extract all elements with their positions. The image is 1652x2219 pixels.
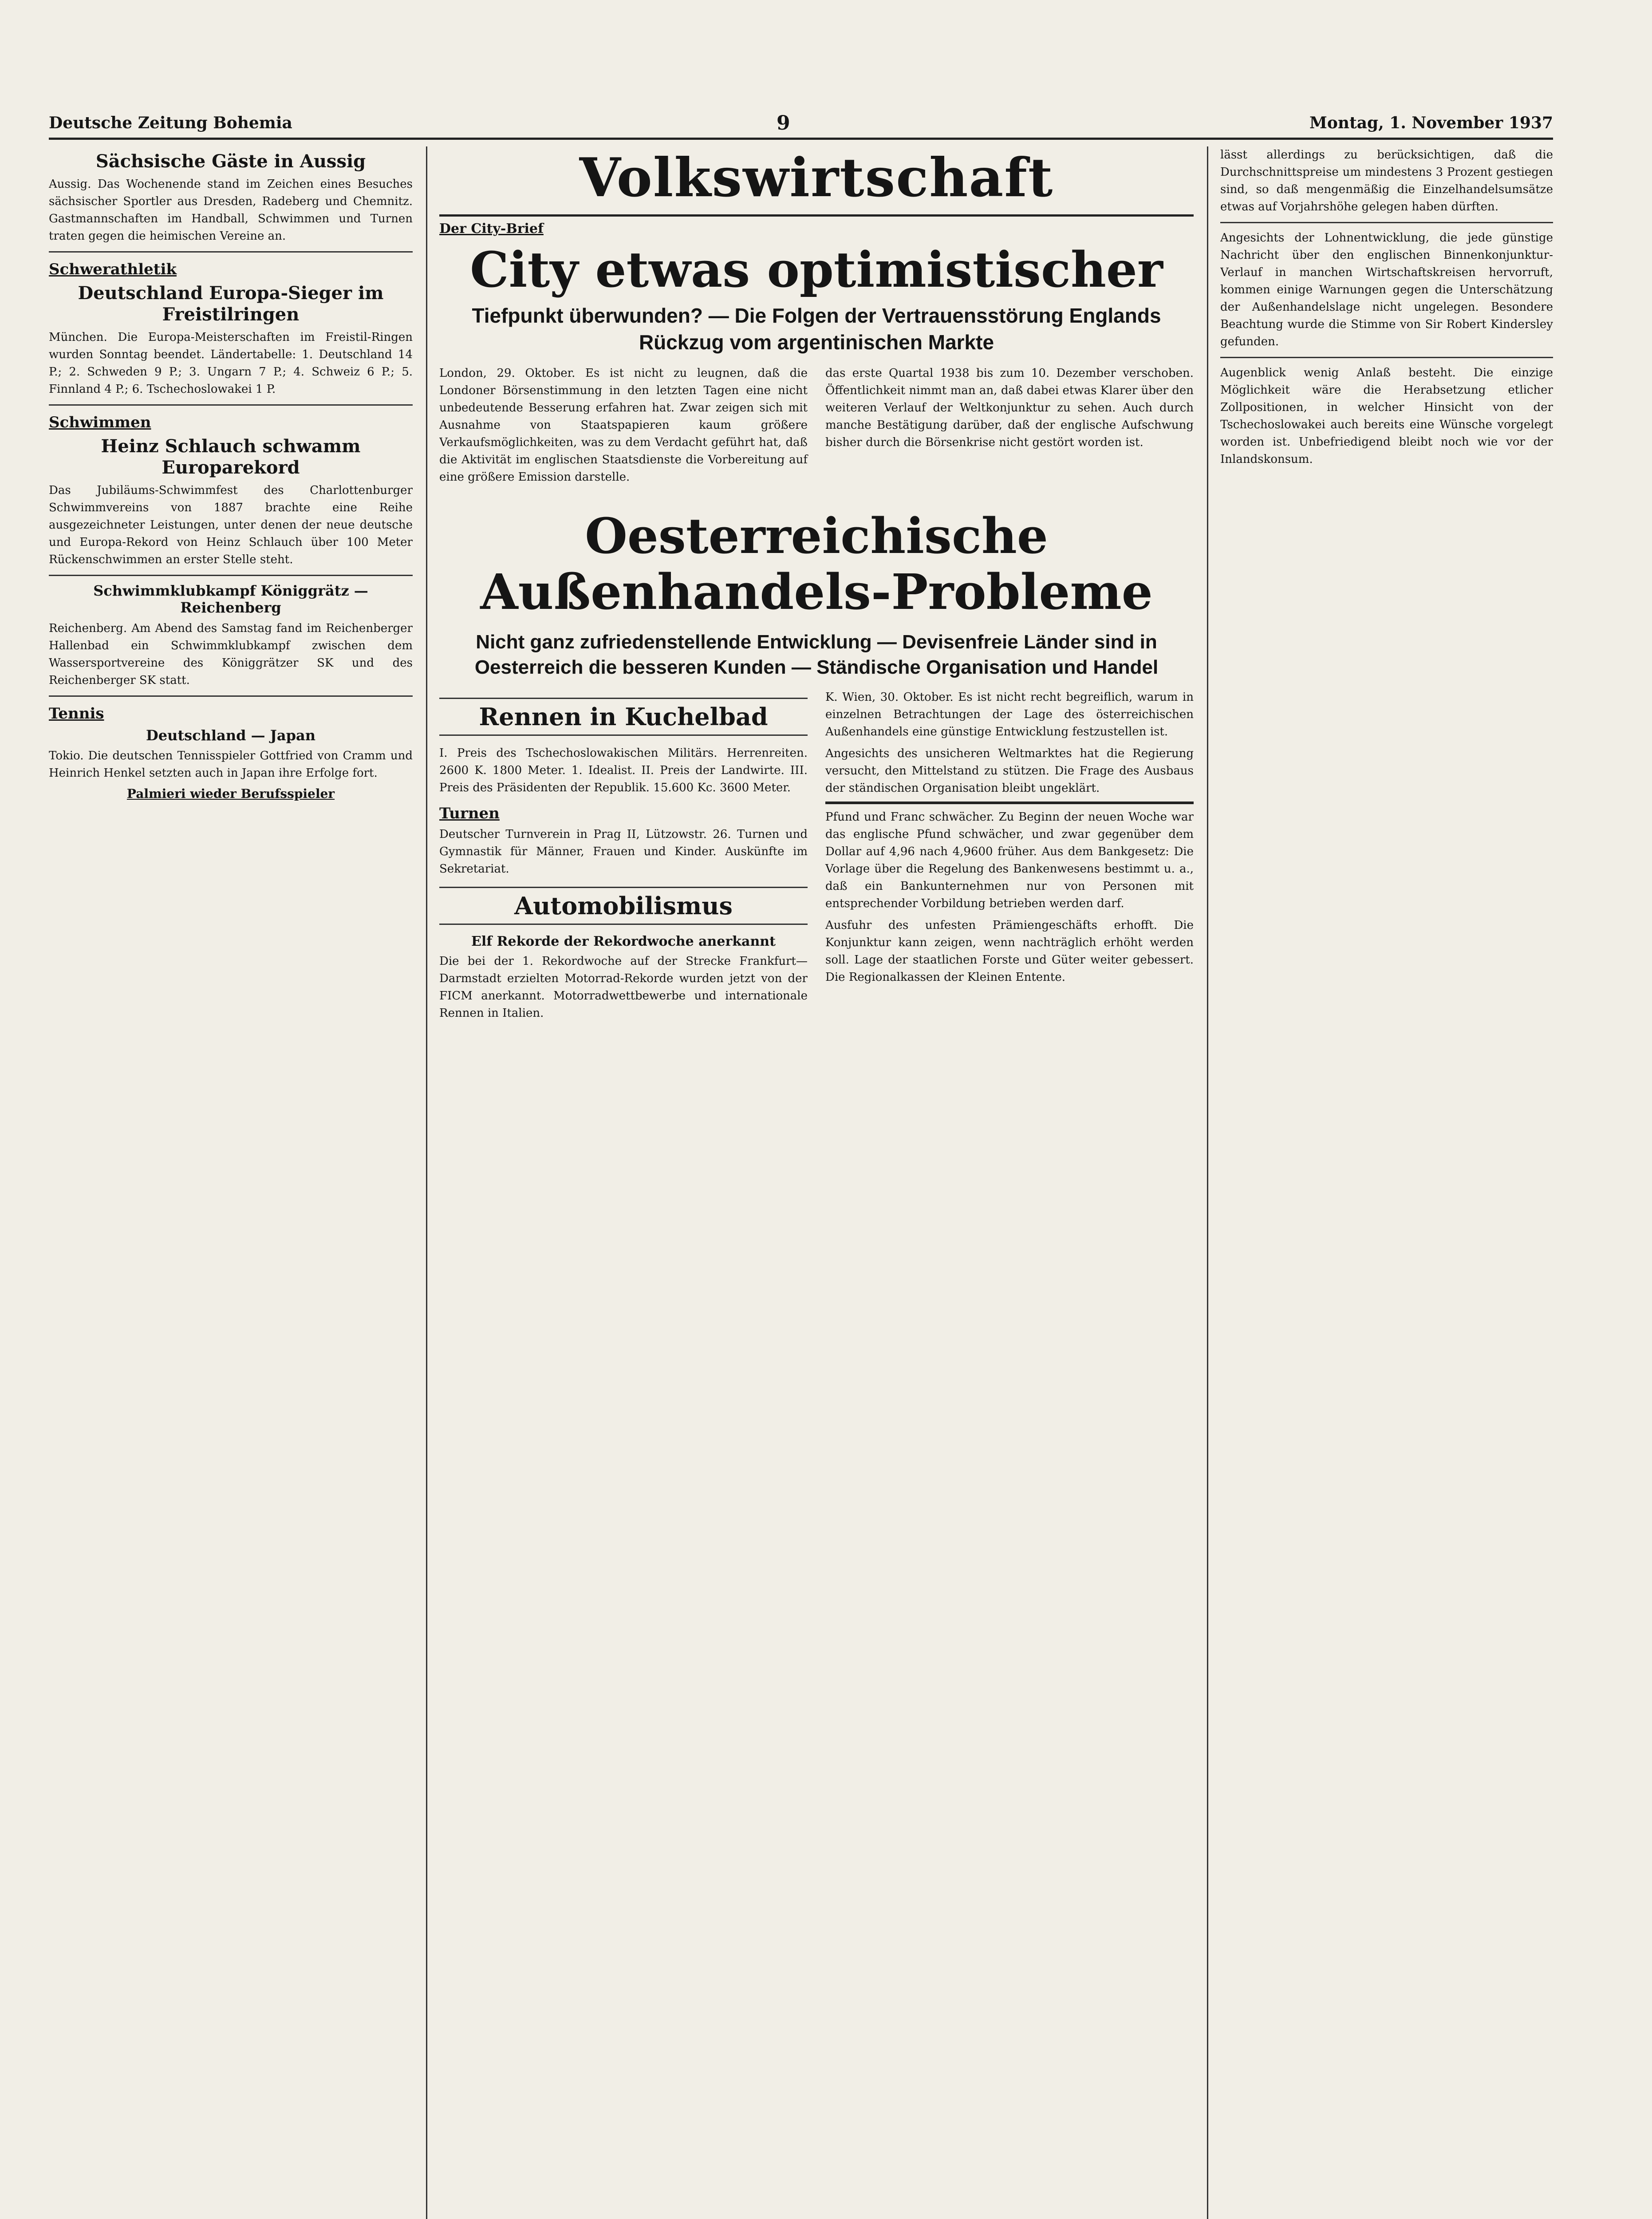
article-columns (439, 689, 1194, 1027)
article-headline: Oesterreichische Außenhandels-Probleme (480, 507, 1153, 621)
article-title: Deutschland — Japan (146, 727, 315, 744)
article-headline: City etwas optimistischer (470, 241, 1163, 298)
article-text: Deutscher Turnverein in Prag II, Lützowstr. 26. Turnen und Gymnastik für Männer, Frauen und Kinder. Auskünfte im Sekretariat. (439, 827, 808, 876)
article-text: Angesichts der Lohnentwicklung, die jede günstige Nachricht über den englischen Binnenkonjunktur-Verlauf in manchen Wirtschaftskreisen hervorruft, kommen einige Warnungen gegen die Unterschätzung der Außenhandelslage nicht ungelegen. Besondere Beachtung wurde die Stimme von Sir Robert Kindersley gefunden. (1220, 231, 1553, 348)
article-text: Das Jubiläums-Schwimmfest des Charlottenburger Schwimmvereins von 1887 brachte eine Reihe ausgezeichneter Leistungen, unter denen der neue deutsche und Europa-Rekord von Heinz Schlauch über 100 Meter Rückenschwimmen an erster Stelle steht. (49, 484, 413, 566)
section-heading: Tennis (49, 704, 104, 723)
economy-column (439, 146, 1194, 1027)
article-text: das erste Quartal 1938 bis zum 10. Dezember verschoben. Öffentlichkeit nimmt man an, daß dabei etwas Klarer über den weiteren Verlauf der Weltkonjunktur zu sehen. Auch durch manche Bestätigung darüber, daß der englische Aufschwung bisher durch die Börsenkrise nicht gestört worden ist. (825, 366, 1194, 449)
article-text: London, 29. Oktober. Es ist nicht zu leugnen, daß die Londoner Börsenstimmung in den letzten Tagen eine nicht unbedeutende Besserung erfahren hat. Zwar zeigen sich mit Ausnahme von Staatspapieren kaum größere Verkaufsmöglichkeiten, was zu dem Verdacht geführt hat, daß die Aktivität im englischen Staatsdienste die Vorbereitung auf eine größere Emission darstelle. (439, 366, 808, 484)
section-heading: Schwerathletik (49, 261, 177, 278)
article-text: Pfund und Franc schwächer. Zu Beginn der neuen Woche war das englische Pfund schwächer, und zwar gegenüber dem Dollar auf 4,96 nach 4,9600 früher. Aus dem Bankgesetz: Die Vorlage über die Regelung des Bankenwesens bestimmt u. a., daß ein Bankunternehmen nur von Personen mit entsprechender Vorbildung betrieben werden darf. (825, 810, 1194, 910)
article-text: Aussig. Das Wochenende stand im Zeichen eines Besuches sächsischer Sportler aus Dresden, Radeberg und Chemnitz. Gastmannschaften im Handball, Schwimmen und Turnen traten gegen die heimischen Vereine an. (49, 178, 413, 243)
article-subheadline: Nicht ganz zufriedenstellende Entwicklung — Devisenfreie Länder sind in Oesterreich die besseren Kunden — Ständische Organisation und Handel (474, 631, 1159, 678)
column-rule (426, 146, 427, 2219)
divider (49, 251, 413, 253)
article-text: Die bei der 1. Rekordwoche auf der Strecke Frankfurt—Darmstadt erzielten Motorrad-Rekorde wurden jetzt von der FICM anerkannt. Motorradwettbewerbe und internationale Rennen in Italien. (439, 954, 808, 1020)
article-title: Schwimmklubkampf Königgrätz — Reichenberg (93, 582, 368, 616)
column-rule (1207, 146, 1208, 2219)
section-banner: Volkswirtschaft (439, 146, 1194, 217)
section-heading: Automobilismus (439, 887, 808, 925)
divider (49, 404, 413, 406)
article-subtitle: Elf Rekorde der Rekordwoche anerkannt (471, 933, 776, 949)
article-text: lässt allerdings zu berücksichtigen, daß die Durchschnittspreise um mindestens 3 Prozent gestiegen sind, so daß mengenmäßig die Einzelhandelsumsätze etwas auf Vorjahrshöhe gelegen haben dürften. (1220, 148, 1553, 213)
article-text: München. Die Europa-Meisterschaften im Freistil-Ringen wurden Sonntag beendet. Ländertabelle: 1. Deutschland 14 P.; 2. Schweden 9 P.; 3. Ungarn 7 P.; 4. Schweiz 6 P.; 5. Finnland 4 P.; 6. Tschechoslowakei 1 P. (49, 331, 413, 396)
article-text: Augenblick wenig Anlaß besteht. Die einzige Möglichkeit wäre die Herabsetzung etlicher Zollpositionen, in welcher Hinsicht von der Tschechoslowakei auch bereits eine Wünsche vorgelegt worden ist. Unbefriedigend bleibt noch wie vor der Inlandskonsum. (1220, 366, 1553, 466)
divider (1220, 357, 1553, 358)
article-subheadline: Tiefpunkt überwunden? — Die Folgen der Vertrauensstörung Englands Rückzug vom argentinischen Markte (472, 304, 1161, 354)
article-title: Heinz Schlauch schwamm Europarekord (101, 436, 361, 478)
section-heading: Turnen (439, 804, 500, 822)
article-text: Ausfuhr des unfesten Prämiengeschäfts erhofft. Die Konjunktur kann zeigen, wenn nachträglich erhöht werden soll. Lage der staatlichen Forste und Güter weiter gebessert. Die Regionalkassen der Kleinen Entente. (825, 918, 1194, 984)
article-subtitle: Palmieri wieder Berufsspieler (126, 786, 335, 802)
divider (1220, 222, 1553, 223)
article-text: Angesichts des unsicheren Weltmarktes hat die Regierung versucht, den Mittelstand zu stützen. Die Frage des Ausbaus der ständischen Organisation bleibt ungeklärt. (825, 746, 1194, 795)
page-number: 9 (777, 112, 790, 134)
article-kicker: Der City-Brief (439, 221, 544, 237)
article-text: Reichenberg. Am Abend des Samstag fand im Reichenberger Hallenbad ein Schwimmklubkampf zwischen dem Wassersportvereine des Königgrätzer SK und des Reichenberger SK statt. (49, 621, 413, 687)
newspaper-page (49, 111, 1553, 2219)
right-column (1220, 146, 1553, 473)
issue-date: Montag, 1. November 1937 (1309, 114, 1553, 132)
article-columns (439, 365, 1194, 490)
article-text: K. Wien, 30. Oktober. Es ist nicht recht begreiflich, warum in einzelnen Betrachtungen der Lage des österreichischen Außenhandels eine günstige Entwicklung festzustellen ist. (825, 690, 1194, 738)
divider (49, 695, 413, 697)
page-header (49, 111, 1553, 140)
article-text: I. Preis des Tschechoslowakischen Militärs. Herrenreiten. 2600 K. 1800 Meter. 1. Idealist. II. Preis der Landwirte. III. Preis des Präsidenten der Republik. 15.600 Kc. 3600 Meter. (439, 746, 808, 794)
article-title: Deutschland Europa-Sieger im Freistilringen (78, 283, 384, 325)
divider (49, 575, 413, 576)
article-text: Tokio. Die deutschen Tennisspieler Gottfried von Cramm und Heinrich Henkel setzten auch in Japan ihre Erfolge fort. (49, 749, 413, 780)
article-title: Sächsische Gäste in Aussig (95, 151, 366, 172)
sports-column (49, 146, 413, 805)
newspaper-name: Deutsche Zeitung Bohemia (49, 114, 292, 132)
article-title: Rennen in Kuchelbad (439, 698, 808, 736)
divider (825, 802, 1194, 804)
section-heading: Schwimmen (49, 414, 151, 431)
